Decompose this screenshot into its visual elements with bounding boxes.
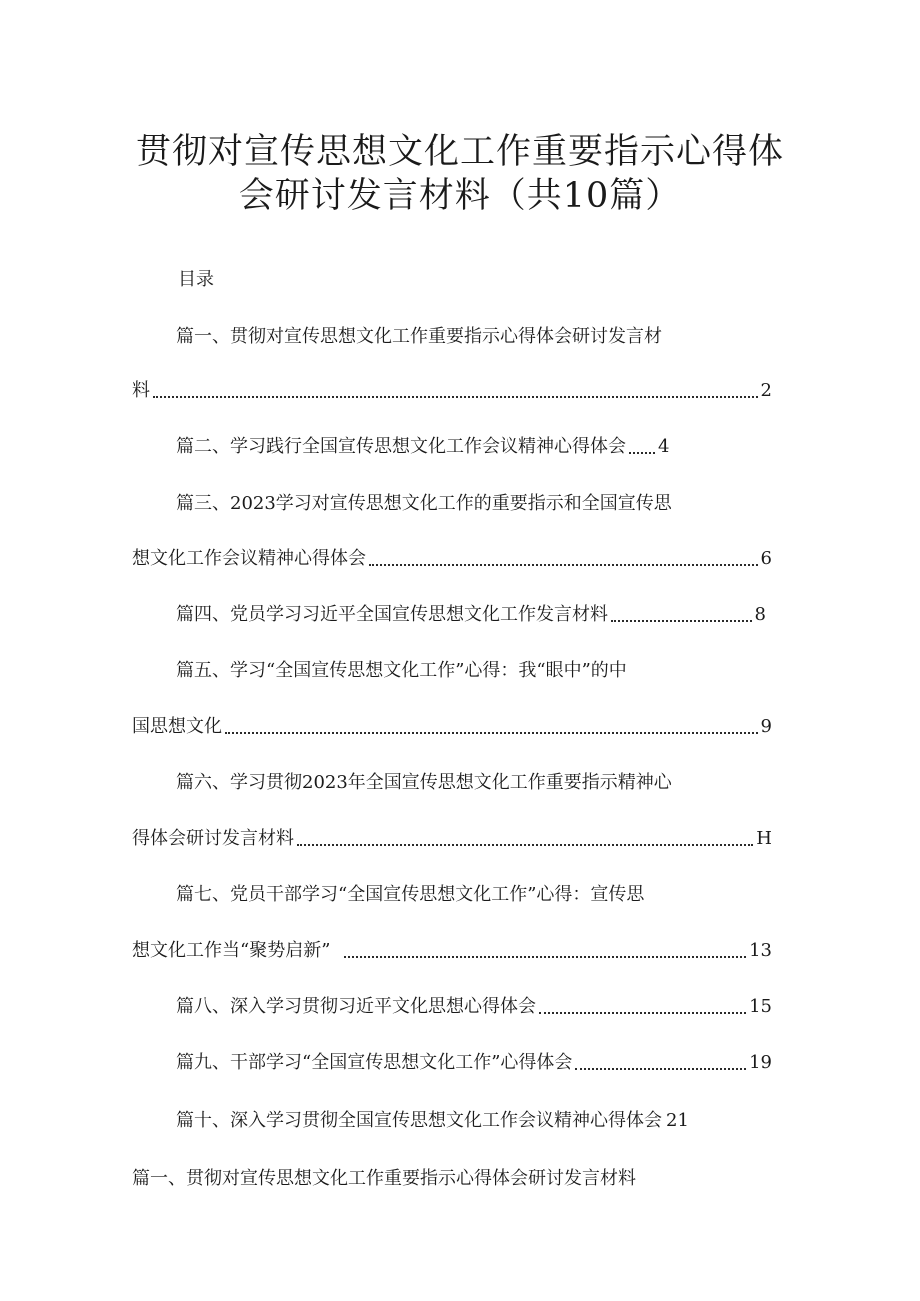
toc-entry-6[interactable] xyxy=(132,826,772,852)
section-heading: 篇一、贯彻对宣传思想文化工作重要指示心得体会研讨发言材料 xyxy=(132,1168,636,1189)
toc-entry-4[interactable] xyxy=(176,602,766,628)
dot-leader xyxy=(369,563,758,566)
toc-entry-8-page: 15 xyxy=(749,996,772,1017)
dot-leader xyxy=(611,619,752,622)
toc-entry-7[interactable] xyxy=(132,938,772,964)
toc-entry-5[interactable] xyxy=(132,714,772,740)
dot-leader xyxy=(225,731,758,734)
toc-entry-8[interactable] xyxy=(176,994,772,1020)
toc-entry-10[interactable] xyxy=(176,1108,689,1134)
document-title-line-1: 贯彻对宣传思想文化工作重要指示心得体 xyxy=(135,132,784,172)
dot-leader xyxy=(153,395,758,398)
dot-leader xyxy=(344,955,746,958)
dot-leader xyxy=(297,843,753,846)
toc-entry-10-page: 21 xyxy=(666,1110,689,1131)
toc-entry-7-line1[interactable]: 篇七、党员干部学习“全国宣传思想文化工作”心得：宣传思 xyxy=(176,884,645,905)
toc-entry-3[interactable] xyxy=(132,546,772,572)
toc-entry-1-page: 2 xyxy=(760,380,772,401)
toc-entry-1-line1[interactable]: 篇一、贯彻对宣传思想文化工作重要指示心得体会研讨发言材 xyxy=(176,326,662,347)
toc-entry-6-page: H xyxy=(756,828,772,849)
toc-entry-2-page: 4 xyxy=(658,436,670,457)
toc-entry-1[interactable] xyxy=(132,378,772,404)
toc-entry-9[interactable] xyxy=(176,1050,772,1076)
toc-entry-8-text: 篇八、深入学习贯彻习近平文化思想心得体会 xyxy=(176,996,536,1017)
toc-entry-5-page: 9 xyxy=(760,716,772,737)
toc-entry-5-line2: 国思想文化 xyxy=(132,716,222,737)
toc-entry-9-text: 篇九、干部学习“全国宣传思想文化工作”心得体会 xyxy=(176,1052,573,1073)
dot-leader xyxy=(539,1011,746,1014)
toc-entry-9-page: 19 xyxy=(749,1052,772,1073)
toc-entry-7-page: 13 xyxy=(749,940,772,961)
toc-entry-2[interactable] xyxy=(176,434,669,460)
toc-entry-2-text: 篇二、学习践行全国宣传思想文化工作会议精神心得体会 xyxy=(176,436,626,457)
dot-leader xyxy=(575,1067,746,1070)
toc-entry-7-line2: 想文化工作当“聚势启新” xyxy=(132,940,331,961)
toc-entry-5-line1[interactable]: 篇五、学习“全国宣传思想文化工作”心得：我“眼中”的中 xyxy=(176,660,627,681)
toc-label: 目录 xyxy=(178,269,214,290)
toc-entry-3-line1[interactable]: 篇三、2023学习对宣传思想文化工作的重要指示和全国宣传思 xyxy=(176,493,672,514)
toc-entry-3-line2: 想文化工作会议精神心得体会 xyxy=(132,548,366,569)
toc-entry-1-line2: 料 xyxy=(132,380,150,401)
toc-entry-4-page: 8 xyxy=(754,604,766,625)
toc-entry-6-line2: 得体会研讨发言材料 xyxy=(132,828,294,849)
toc-entry-3-page: 6 xyxy=(760,548,772,569)
toc-entry-6-line1[interactable]: 篇六、学习贯彻2023年全国宣传思想文化工作重要指示精神心 xyxy=(176,772,672,793)
dot-leader xyxy=(629,451,655,454)
toc-entry-4-text: 篇四、党员学习习近平全国宣传思想文化工作发言材料 xyxy=(176,604,608,625)
toc-entry-10-text: 篇十、深入学习贯彻全国宣传思想文化工作会议精神心得体会 xyxy=(176,1110,662,1131)
document-title-line-2: 会研讨发言材料（共10篇） xyxy=(238,176,682,216)
